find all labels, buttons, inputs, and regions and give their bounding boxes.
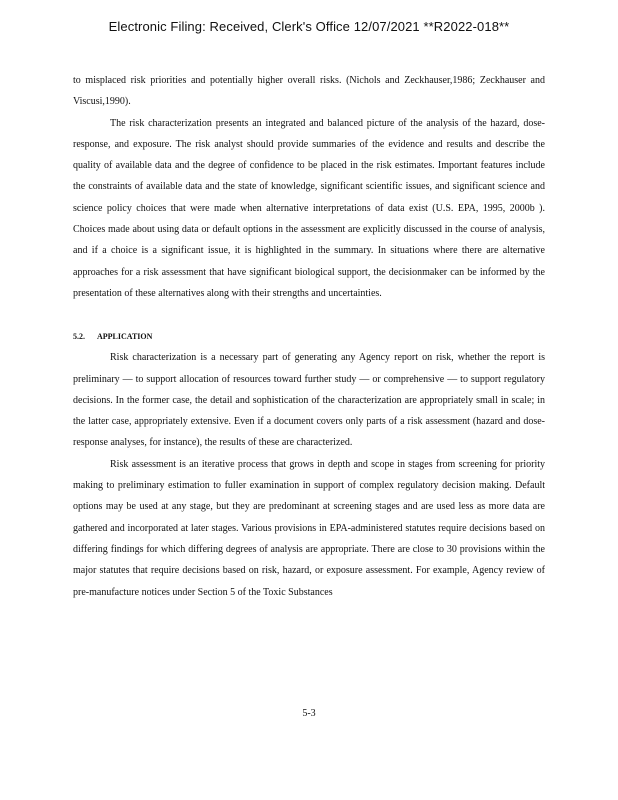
paragraph-risk-assessment: Risk assessment is an iterative process that grows in depth and scope in stages from screening for priority making to preliminary estimation to fuller examination in support of complex regulatory decision making. Default options may be used at any stage, but they are predominant at screening stages and are used less as more data are gathered and incorporated at later stages. Various provisions in EPA-administered statutes require decisions based on differing findings for which differing degrees of analysis are appropriate. There are close to 30 provisions within the major statutes that require decisions based on risk, hazard, or exposure assessment. For example, Agency review of pre-manufacture notices under Section 5 of the Toxic Substances [73, 458, 545, 598]
section-heading [73, 327, 545, 347]
paragraph-risk-characterization: The risk characterization presents an integrated and balanced picture of the analysis of the hazard, dose-response, and exposure. The risk analyst should provide summaries of the evidence and results and describe the quality of available data and the degree of confidence to be placed in the risk estimates. Important features include the constraints of available data and the state of knowledge, significant scientific issues, and significant science and science policy choices that were made when alternative interpretations of data exist (U.S. EPA, 1995, 2000b ). Choices made about using data or default options in the assessment are explicitly discussed in the course of analysis, and if a choice is a significant issue, it is highlighted in the summary. In situations where there are alternative approaches for a risk assessment that have significant biological support, the decisionmaker can be informed by the presentation of these alternatives along with their strengths and uncertainties. [73, 117, 545, 299]
paragraph-gap [73, 304, 545, 314]
filing-header: Electronic Filing: Received, Clerk's Office 12/07/2021 **R2022-018** [108, 19, 510, 34]
page-number: 5-3 [302, 708, 316, 719]
document-body [73, 70, 545, 603]
paragraph-application: Risk characterization is a necessary part of generating any Agency report on risk, whether the report is preliminary — to support allocation of resources toward further study — or comprehensive — to support regulatory decisions. In the former case, the detail and sophistication of the characterization are appropriately small in scale; in the latter case, appropriately extensive. Even if a document covers only parts of a risk assessment (hazard and dose-response analyses, for instance), the results of these are characterized. [73, 352, 545, 449]
section-number: 5.2. [73, 332, 85, 342]
paragraph-continued: to misplaced risk priorities and potentially higher overall risks. (Nichols and Zeckhauser,1986; Zeckhauser and Viscusi,1990). [73, 75, 545, 108]
section-title: APPLICATION [97, 332, 153, 342]
